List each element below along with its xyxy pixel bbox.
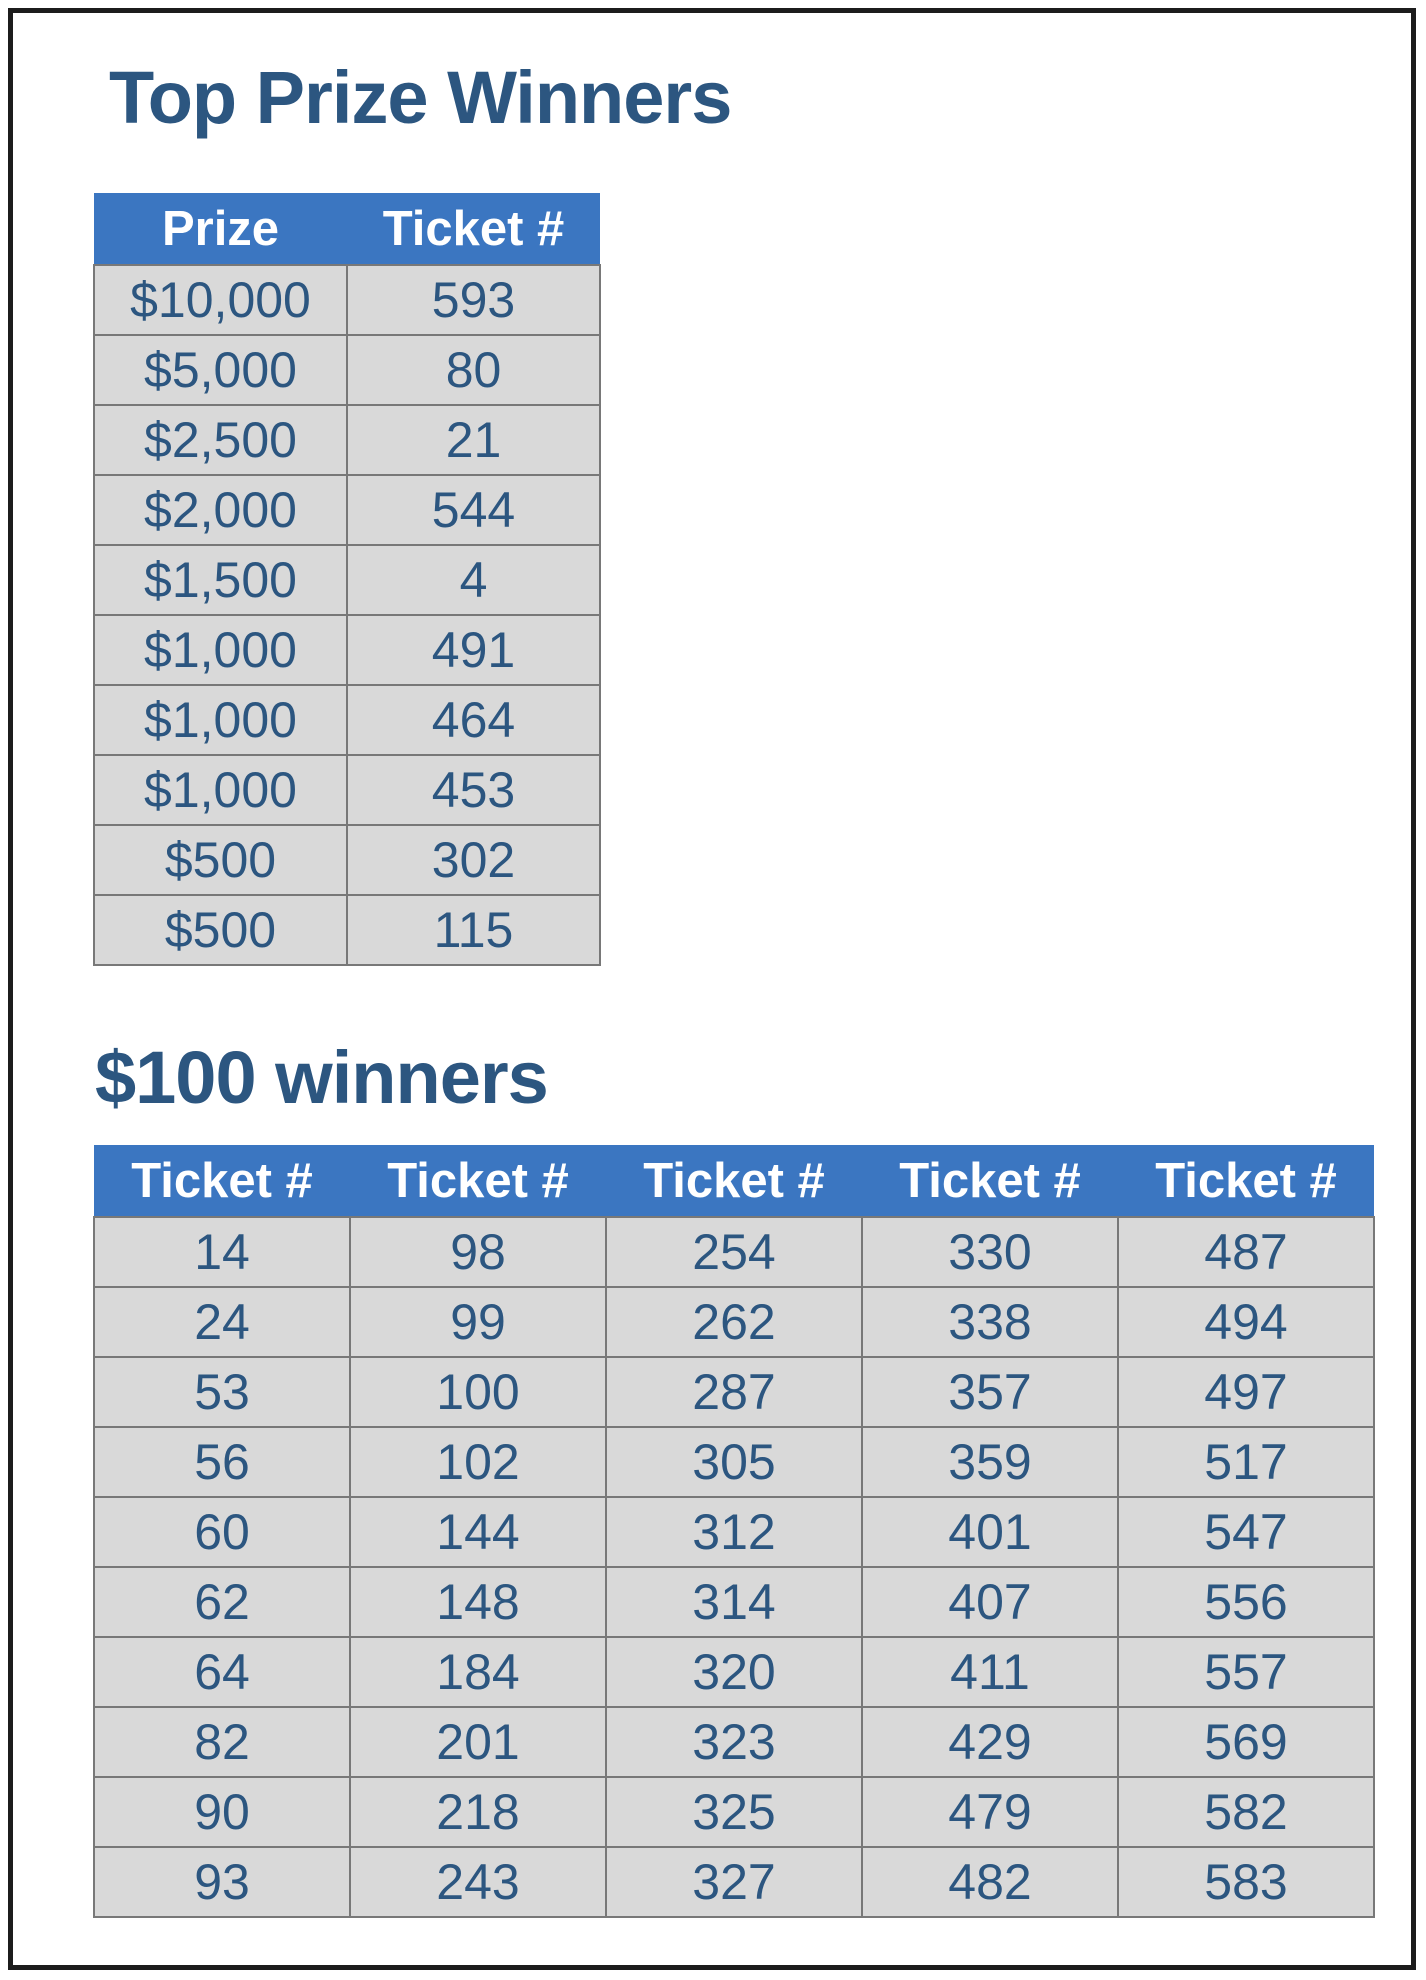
table-cell: 21 <box>347 405 600 475</box>
table-cell: 429 <box>862 1707 1118 1777</box>
table-cell: $500 <box>94 825 347 895</box>
table-cell: 323 <box>606 1707 862 1777</box>
table-cell: 62 <box>94 1567 350 1637</box>
table-cell: 482 <box>862 1847 1118 1917</box>
table-cell: 325 <box>606 1777 862 1847</box>
table-cell: 218 <box>350 1777 606 1847</box>
table-cell: $500 <box>94 895 347 965</box>
column-header: Ticket # <box>1118 1145 1374 1217</box>
table-cell: 24 <box>94 1287 350 1357</box>
table-row <box>94 405 600 475</box>
hundred-winners-table <box>93 1145 1375 1918</box>
column-header: Ticket # <box>347 193 600 265</box>
table-cell: 330 <box>862 1217 1118 1287</box>
table-cell: 201 <box>350 1707 606 1777</box>
table-cell: 338 <box>862 1287 1118 1357</box>
table-cell: 327 <box>606 1847 862 1917</box>
table-row <box>94 1357 1374 1427</box>
table-row <box>94 895 600 965</box>
table-cell: $2,000 <box>94 475 347 545</box>
table-cell: 53 <box>94 1357 350 1427</box>
table-row <box>94 475 600 545</box>
table-cell: 497 <box>1118 1357 1374 1427</box>
table-cell: 491 <box>347 615 600 685</box>
page-content <box>13 13 1411 1965</box>
column-header: Ticket # <box>606 1145 862 1217</box>
table-cell: $10,000 <box>94 265 347 335</box>
table-row <box>94 1497 1374 1567</box>
table-cell: 93 <box>94 1847 350 1917</box>
table-cell: 60 <box>94 1497 350 1567</box>
table-row <box>94 265 600 335</box>
header-row <box>94 193 600 265</box>
table-row <box>94 755 600 825</box>
table-cell: 314 <box>606 1567 862 1637</box>
table-cell: 556 <box>1118 1567 1374 1637</box>
table-row <box>94 1637 1374 1707</box>
column-header: Ticket # <box>862 1145 1118 1217</box>
table-cell: $1,500 <box>94 545 347 615</box>
table-cell: $2,500 <box>94 405 347 475</box>
table-cell: 148 <box>350 1567 606 1637</box>
table-cell: 359 <box>862 1427 1118 1497</box>
top-prize-table <box>93 193 601 966</box>
table-cell: 302 <box>347 825 600 895</box>
table-cell: 64 <box>94 1637 350 1707</box>
table-row <box>94 615 600 685</box>
table-cell: 184 <box>350 1637 606 1707</box>
top-prize-winners-title: Top Prize Winners <box>109 56 732 139</box>
table-cell: 312 <box>606 1497 862 1567</box>
table-cell: 90 <box>94 1777 350 1847</box>
table-cell: 262 <box>606 1287 862 1357</box>
column-header: Prize <box>94 193 347 265</box>
table-cell: 102 <box>350 1427 606 1497</box>
table-cell: 547 <box>1118 1497 1374 1567</box>
table-row <box>94 1287 1374 1357</box>
table-cell: 82 <box>94 1707 350 1777</box>
table-cell: 487 <box>1118 1217 1374 1287</box>
table-cell: 464 <box>347 685 600 755</box>
table-cell: 517 <box>1118 1427 1374 1497</box>
table-row <box>94 335 600 405</box>
table-cell: 305 <box>606 1427 862 1497</box>
table-cell: 80 <box>347 335 600 405</box>
table-cell: 479 <box>862 1777 1118 1847</box>
table-row <box>94 1847 1374 1917</box>
table-row <box>94 685 600 755</box>
table-cell: 100 <box>350 1357 606 1427</box>
hundred-dollar-winners-title: $100 winners <box>95 1036 548 1119</box>
table-cell: 582 <box>1118 1777 1374 1847</box>
column-header: Ticket # <box>94 1145 350 1217</box>
table-cell: 544 <box>347 475 600 545</box>
page-border-frame <box>8 8 1416 1970</box>
table-cell: 557 <box>1118 1637 1374 1707</box>
table-cell: 4 <box>347 545 600 615</box>
table-cell: 407 <box>862 1567 1118 1637</box>
table-row <box>94 1427 1374 1497</box>
table-cell: 254 <box>606 1217 862 1287</box>
table-cell: 56 <box>94 1427 350 1497</box>
table-cell: 14 <box>94 1217 350 1287</box>
table-cell: 99 <box>350 1287 606 1357</box>
table-row <box>94 545 600 615</box>
table-cell: $1,000 <box>94 685 347 755</box>
table-cell: $1,000 <box>94 755 347 825</box>
table-cell: 453 <box>347 755 600 825</box>
table-cell: $5,000 <box>94 335 347 405</box>
table-cell: 243 <box>350 1847 606 1917</box>
table-row <box>94 1217 1374 1287</box>
table-cell: 411 <box>862 1637 1118 1707</box>
table-cell: $1,000 <box>94 615 347 685</box>
table-cell: 569 <box>1118 1707 1374 1777</box>
table-cell: 98 <box>350 1217 606 1287</box>
table-row <box>94 1777 1374 1847</box>
header-row <box>94 1145 1374 1217</box>
table-cell: 144 <box>350 1497 606 1567</box>
table-row <box>94 825 600 895</box>
table-cell: 583 <box>1118 1847 1374 1917</box>
table-cell: 357 <box>862 1357 1118 1427</box>
table-cell: 593 <box>347 265 600 335</box>
table-cell: 115 <box>347 895 600 965</box>
table-row <box>94 1567 1374 1637</box>
table-cell: 320 <box>606 1637 862 1707</box>
table-row <box>94 1707 1374 1777</box>
column-header: Ticket # <box>350 1145 606 1217</box>
table-cell: 494 <box>1118 1287 1374 1357</box>
table-cell: 287 <box>606 1357 862 1427</box>
table-cell: 401 <box>862 1497 1118 1567</box>
